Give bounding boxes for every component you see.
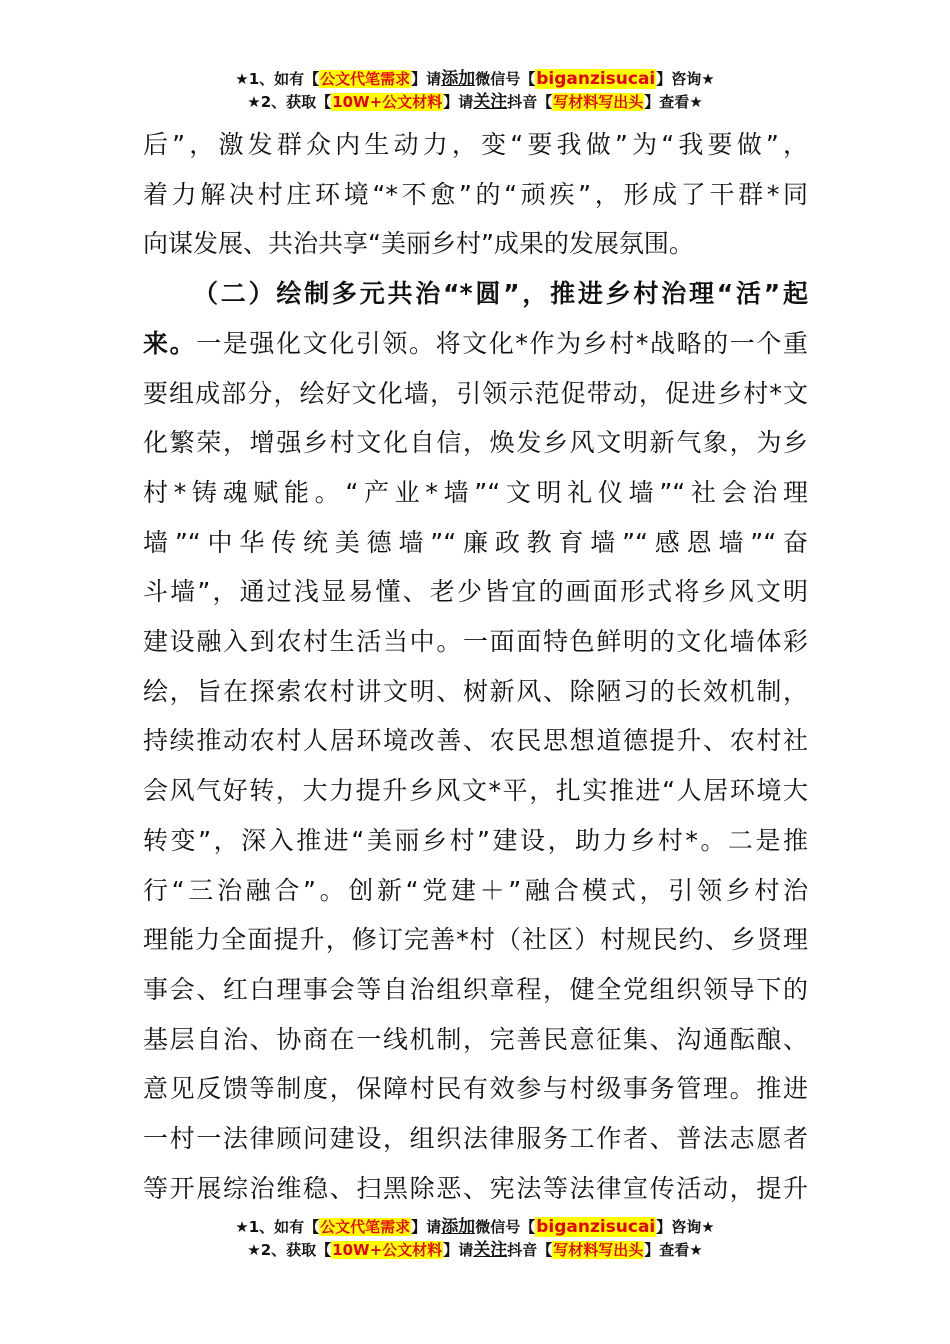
banner-text: 】请	[443, 93, 474, 111]
banner-text: 】咨询★	[656, 1218, 715, 1236]
banner-text: 】请	[443, 1241, 474, 1259]
banner-highlight: biganzisucai	[536, 69, 656, 89]
banner-underlined: 添加	[441, 1217, 476, 1237]
banner-text: ★1、如有【	[235, 70, 320, 88]
text-line	[143, 319, 808, 369]
banner-highlight: 10W+公文材料	[332, 93, 443, 111]
text-line: 村*铸魂赋能。“产业*墙”“文明礼仪墙”“社会治理	[143, 477, 808, 507]
banner-underlined: 关注	[473, 1240, 508, 1260]
text-line: 绘，旨在探索农村讲文明、树新风、除陋习的长效机制，	[143, 676, 808, 706]
banner-text: 】咨询★	[656, 70, 715, 88]
banner-text: ★1、如有【	[235, 1218, 320, 1236]
text-line: 斗墙”，通过浅显易懂、老少皆宜的画面形式将乡风文明	[143, 577, 808, 607]
banner-text: ★2、获取【	[247, 93, 332, 111]
banner-line-1	[0, 68, 950, 91]
text-line: 一村一法律顾问建设，组织法律服务工作者、普法志愿者	[143, 1124, 808, 1154]
text-line: 墙”“中华传统美德墙”“廉政教育墙”“感恩墙”“奋	[143, 527, 808, 557]
banner-highlight: 公文代笔需求	[320, 70, 411, 88]
text-line: 着力解决村庄环境“*不愈”的“顽疾”，形成了干群*同	[143, 179, 808, 209]
header-banner	[0, 68, 950, 114]
text-line: 等开展综治维稳、扫黑除恶、宪法等法律宣传活动，提升	[143, 1173, 808, 1203]
text-line: 意见反馈等制度，保障村民有效参与村级事务管理。推进	[143, 1074, 808, 1104]
text-line: 会风气好转，大力提升乡风文*平，扎实推进“人居环境大	[143, 776, 808, 806]
document-body	[143, 120, 808, 1213]
banner-highlight: 写材料写出头	[553, 93, 644, 111]
banner-underlined: 添加	[441, 69, 476, 89]
banner-text: 微信号【	[475, 70, 536, 88]
banner-underlined: 关注	[473, 92, 508, 112]
banner-line-2	[0, 1239, 950, 1262]
banner-text: 微信号【	[475, 1218, 536, 1236]
banner-text: 抖音【	[507, 93, 553, 111]
banner-highlight: 写材料写出头	[553, 1241, 644, 1259]
text-line: 向谋发展、共治共享“美丽乡村”成果的发展氛围。	[143, 229, 694, 259]
text-line: 基层自治、协商在一线机制，完善民意征集、沟通酝酿、	[143, 1024, 808, 1054]
banner-line-2	[0, 91, 950, 114]
text-line: 要组成部分，绘好文化墙，引领示范促带动，促进乡村*文	[143, 378, 808, 408]
banner-line-1	[0, 1216, 950, 1239]
banner-text: ★2、获取【	[247, 1241, 332, 1259]
text-line: 后”，激发群众内生动力，变“要我做”为“我要做”，	[143, 130, 808, 159]
banner-text: 】请	[411, 1218, 442, 1236]
section-heading: （二）绘制多元共治“*圆”，推进乡村治理“活”起	[193, 279, 808, 309]
banner-highlight: biganzisucai	[536, 1217, 656, 1237]
banner-text: 】请	[411, 70, 442, 88]
footer-banner	[0, 1216, 950, 1262]
banner-text: 抖音【	[507, 1241, 553, 1259]
section-heading-end: 来。	[143, 328, 197, 358]
banner-highlight: 10W+公文材料	[332, 1241, 443, 1259]
text-line: 行“三治融合”。创新“党建＋”融合模式，引领乡村治	[143, 875, 808, 905]
text-line: 化繁荣，增强乡村文化自信，焕发乡风文明新气象，为乡	[143, 428, 808, 458]
text-line: 建设融入到农村生活当中。一面面特色鲜明的文化墙体彩	[143, 627, 808, 657]
text-line: 理能力全面提升，修订完善*村（社区）村规民约、乡贤理	[143, 925, 808, 955]
text-line: 持续推动农村人居环境改善、农民思想道德提升、农村社	[143, 726, 808, 756]
paragraph-text: 一是强化文化引领。将文化*作为乡村*战略的一个重	[196, 328, 808, 358]
text-line: 转变”，深入推进“美丽乡村”建设，助力乡村*。二是推	[143, 825, 808, 855]
text-line: 事会、红白理事会等自治组织章程，健全党组织领导下的	[143, 974, 808, 1004]
banner-text: 】查看★	[644, 1241, 703, 1259]
banner-highlight: 公文代笔需求	[320, 1218, 411, 1236]
banner-text: 】查看★	[644, 93, 703, 111]
